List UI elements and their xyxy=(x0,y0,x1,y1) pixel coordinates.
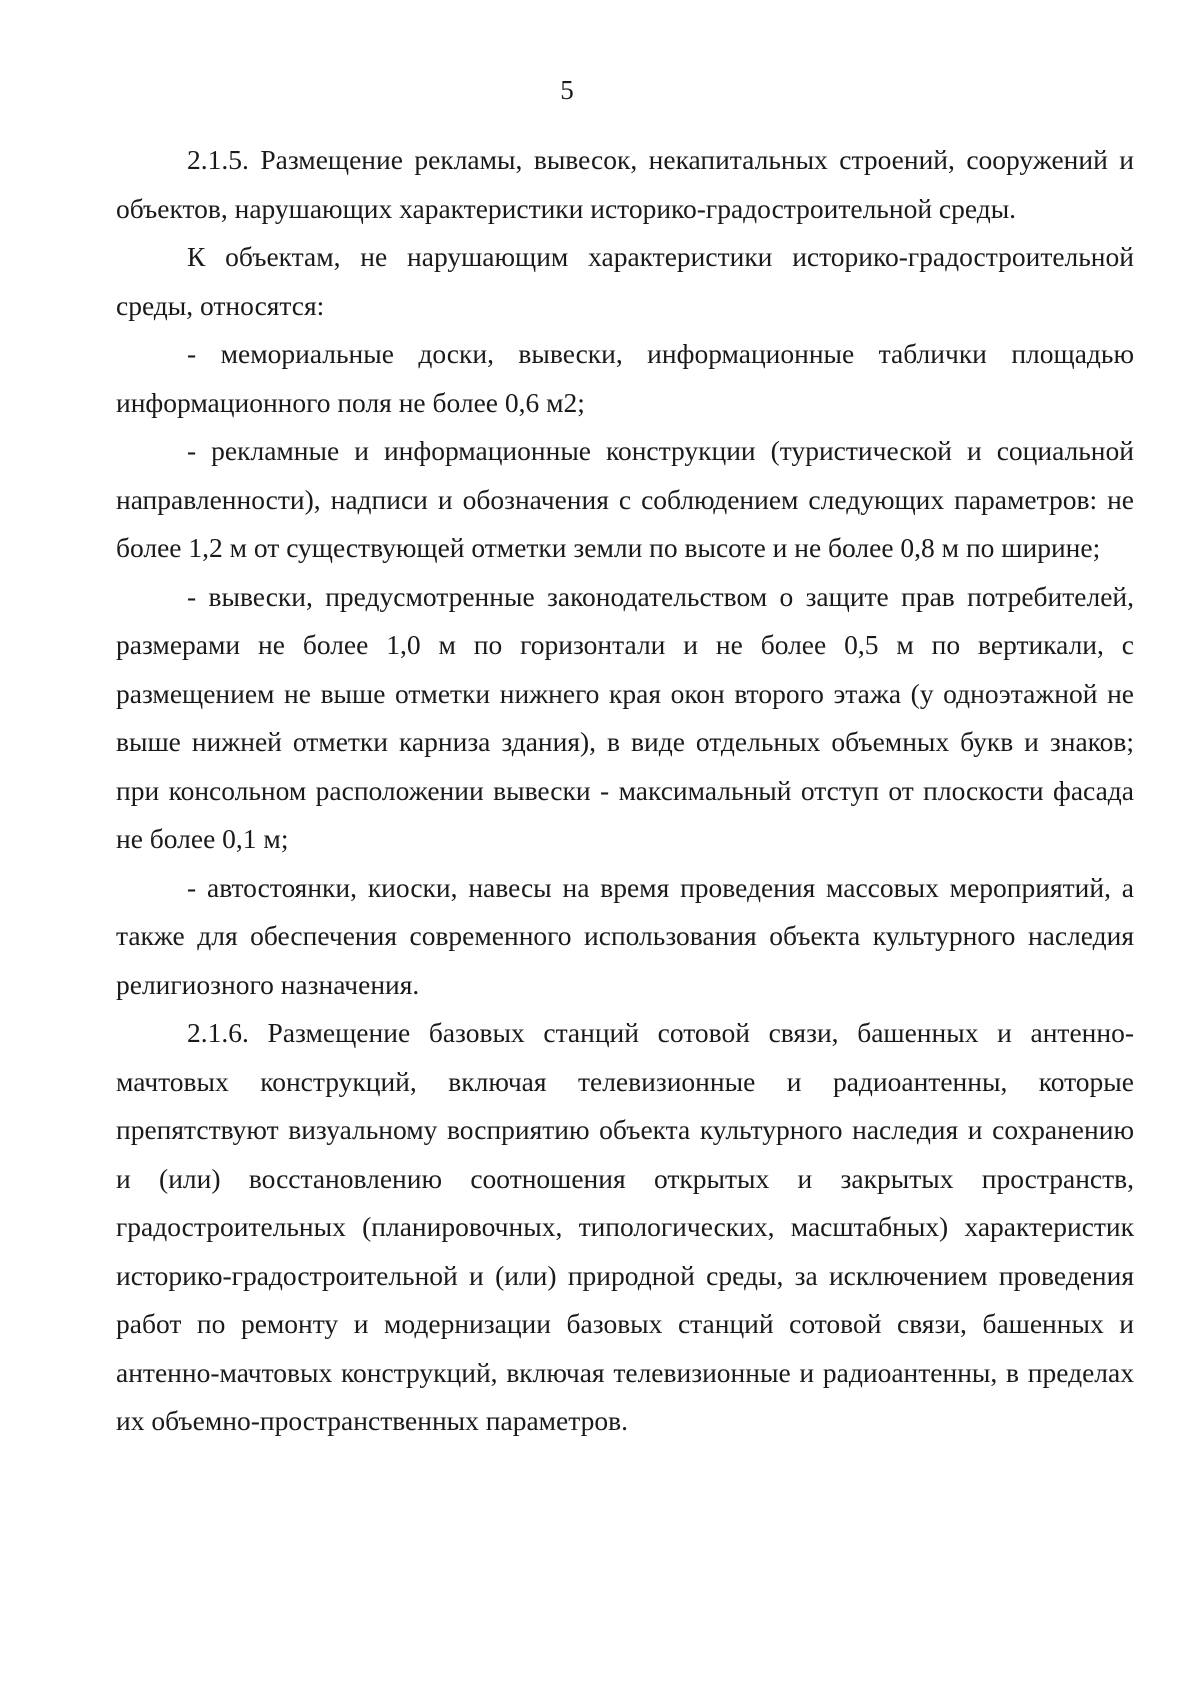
section-2-1-5-heading: 2.1.5. Размещение рекламы, вывесок, некапитальных строений, сооружений и объектов, нарушающих характеристики историко-градостроительной среды. xyxy=(116,144,1134,224)
list-item-parking-kiosks: - автостоянки, киоски, навесы на время проведения массовых мероприятий, а также для обеспечения современного использования объекта культурного наследия религиозного назначения. xyxy=(116,871,1134,1000)
document-body xyxy=(116,136,1134,1446)
list-item-advertising-structures: - рекламные и информационные конструкции (туристической и социальной направленности), надписи и обозначения с соблюдением следующих параметров: не более 1,2 м от существующей отметки земли по высоте и не более 0,8 м по ширине; xyxy=(116,435,1134,563)
objects-intro-paragraph: К объектам, не нарушающим характеристики историко-градостроительной среды, относятся: xyxy=(116,241,1134,321)
page-number: 5 xyxy=(560,75,574,105)
section-2-1-6-paragraph: 2.1.6. Размещение базовых станций сотовой связи, башенных и антенно-мачтовых конструкций, включая телевизионные и радиоантенны, которые препятствуют визуальному восприятию объекта культурного наследия и сохранению и (или) восстановлению соотношения открытых и закрытых пространств, градостроительных (планировочных, типологических, масштабных) характеристик историко-градостроительной и (или) природной среды, за исключением проведения работ по ремонту и модернизации базовых станций сотовой связи, башенных и антенно-мачтовых конструкций, включая телевизионные и радиоантенны, в пределах их объемно-пространственных параметров. xyxy=(116,1017,1134,1436)
list-item-memorial-plaques: - мемориальные доски, вывески, информационные таблички площадью информационного поля не более 0,6 м2; xyxy=(116,338,1134,418)
list-item-consumer-signs: - вывески, предусмотренные законодательством о защите прав потребителей, размерами не более 1,0 м по горизонтали и не более 0,5 м по вертикали, с размещением не выше отметки нижнего края окон второго этажа (у одноэтажной не выше нижней отметки карниза здания), в виде отдельных объемных букв и знаков; при консольном расположении вывески - максимальный отступ от плоскости фасада не более 0,1 м; xyxy=(116,580,1134,854)
